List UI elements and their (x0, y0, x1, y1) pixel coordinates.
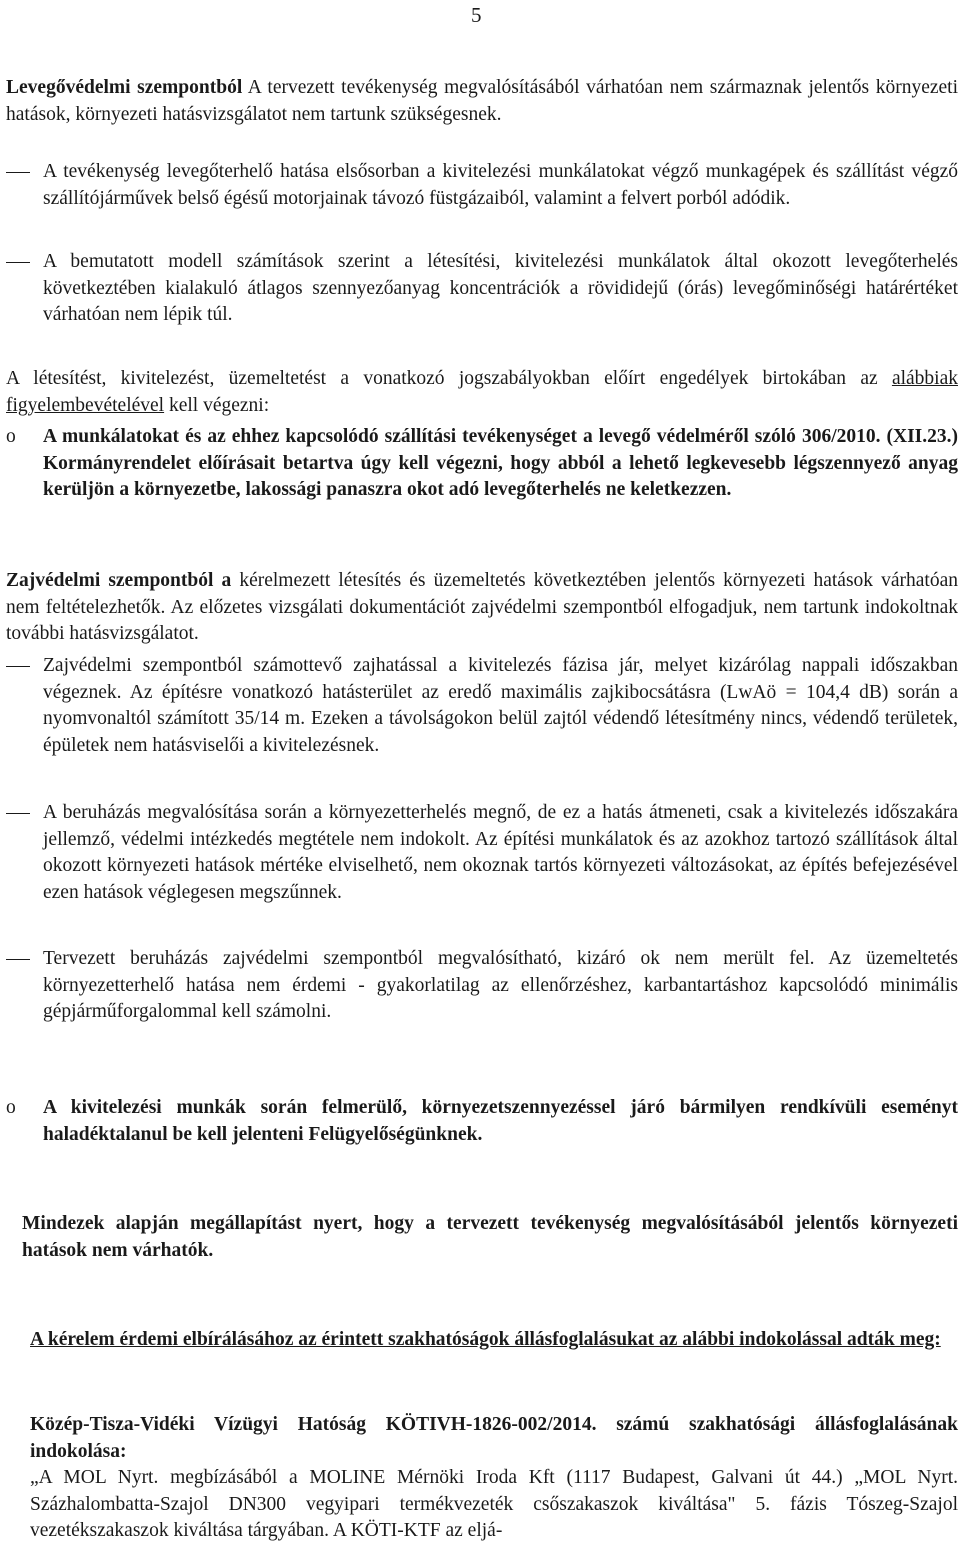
air-bullet-1: A tevékenység levegőterhelő hatása elsősorban a kivitelezési munkálatokat végző munkagépek és szállítást végző szállítójárművek belső égésű motorjainak távozó füstgázaiból, valamint a felvert porból adódik. (43, 161, 958, 209)
dash-bullet-marker (6, 813, 30, 814)
dash-bullet-marker (6, 262, 30, 263)
emergency-report-item: A kivitelezési munkák során felmerülő, környezetszennyezéssel járó bármilyen rendkívüli eseményt haladéktalanul be kell jelenteni Felügyelőségünknek. (43, 1097, 958, 1145)
noise-protection-text: kérelmezett létesítés és üzemeltetés következtében jelentős környezeti hatások várhatóan nem feltételezhetők. Az előzetes vizsgálati dokumentációt zajvédelmi szempontból elfogadjuk, nem tartunk indokoltnak további hatásvizsgálatot. (6, 570, 959, 645)
air-protection-text: A tervezett tevékenység megvalósításából várhatóan nem származnak jelentős környezeti hatások, környezeti hatásvizsgálatot nem tartunk szükségesnek. (6, 77, 959, 125)
noise-protection-paragraph (6, 568, 958, 648)
air-protection-heading: Levegővédelmi szempontból (6, 77, 243, 98)
water-authority-text: „A MOL Nyrt. megbízásából a MOLINE Mérnöki Iroda Kft (1117 Budapest, Galvani út 44.) „MOL Nyrt. Százhalombatta-Szajol DN300 vegyipari termékvezeték csőszakaszok kiváltása" 5. fázis Tószeg-Szajol vezetékszakaszok kiváltása tárgyában. A KÖTI-KTF az eljá- (30, 1467, 958, 1542)
air-regulation-item: A munkálatokat és az ehhez kapcsolódó szállítási tevékenységet a levegő védelméről szóló 306/2010. (XII.23.) Kormányrendelet előírásait betartva úgy kell végezni, hogy abból a lehető legkevesebb légszennyező anyag kerüljön a környezetbe, lakossági panaszra okot adó levegőterhelés ne keletkezzen. (43, 426, 958, 501)
permits-underlined-phrase: alábbiak figyelembevételével (6, 368, 958, 416)
water-authority-heading: Közép-Tisza-Vidéki Vízügyi Hatóság KÖTIVH-1826-002/2014. számú szakhatósági állásfoglalásának indokolása: (30, 1414, 958, 1462)
noise-bullet-3: Tervezett beruházás zajvédelmi szempontból megvalósítható, kizáró ok nem merült fel. Az üzemeltetés környezetterhelő hatása nem érdemi - gyakorlatilag az ellenőrzéshez, karbantartáshoz kapcsolódó minimális gépjárműforgalommal kell számolni. (43, 948, 958, 1023)
o-bullet-marker: o (6, 1097, 16, 1118)
dash-bullet-marker (6, 666, 30, 667)
authorities-heading: A kérelem érdemi elbírálásához az érintett szakhatóságok állásfoglalásukat az alábbi indokolással adták meg: (30, 1329, 941, 1350)
noise-bullet-1: Zajvédelmi szempontból számottevő zajhatással a kivitelezés fázisa jár, melyet kizárólag nappali időszakban végeznek. Az építésre vonatkozó hatásterület az eredő maximális zajkibocsátásra (LwAö = 104,4 dB) során a nyomvonaltól számított 35/14 m. Ezeken a távolságokon belül zajtól védendő létesítmény nincs, védendő területek, épületek nem hatásviselői a kivitelezésnek. (43, 655, 958, 756)
air-protection-paragraph (6, 75, 958, 128)
page-number: 5 (471, 3, 482, 27)
dash-bullet-marker (6, 172, 30, 173)
o-bullet-marker: o (6, 426, 16, 447)
conclusion-paragraph: Mindezek alapján megállapítást nyert, hogy a tervezett tevékenység megvalósításából jelentős környezeti hatások nem várhatók. (22, 1213, 958, 1261)
air-bullet-2: A bemutatott modell számítások szerint a létesítési, kivitelezési munkálatok által okozott levegőterhelés következtében kialakuló átlagos szennyezőanyag koncentrációk a rövididejű (órás) levegőminőségi határértéket várhatóan nem lépik túl. (43, 251, 958, 326)
noise-protection-heading: Zajvédelmi szempontból a (6, 570, 232, 591)
dash-bullet-marker (6, 959, 30, 960)
noise-bullet-2: A beruházás megvalósítása során a környezetterhelés megnő, de ez a hatás átmeneti, csak a kivitelezés időszakára jellemző, védelmi intézkedés megtétele nem indokolt. Az építési munkálatok és az azokhoz tartozó szállítások által okozott környezeti hatások mértéke elviselhető, nem okoznak tartós környezeti változásokat, az építés befejezésével ezen hatások véglegesen megszűnnek. (43, 802, 958, 903)
permits-paragraph: A létesítést, kivitelezést, üzemeltetést a vonatkozó jogszabályokban előírt engedélyek birtokában az alábbiak figyelembevételével kell végezni: (6, 368, 958, 416)
